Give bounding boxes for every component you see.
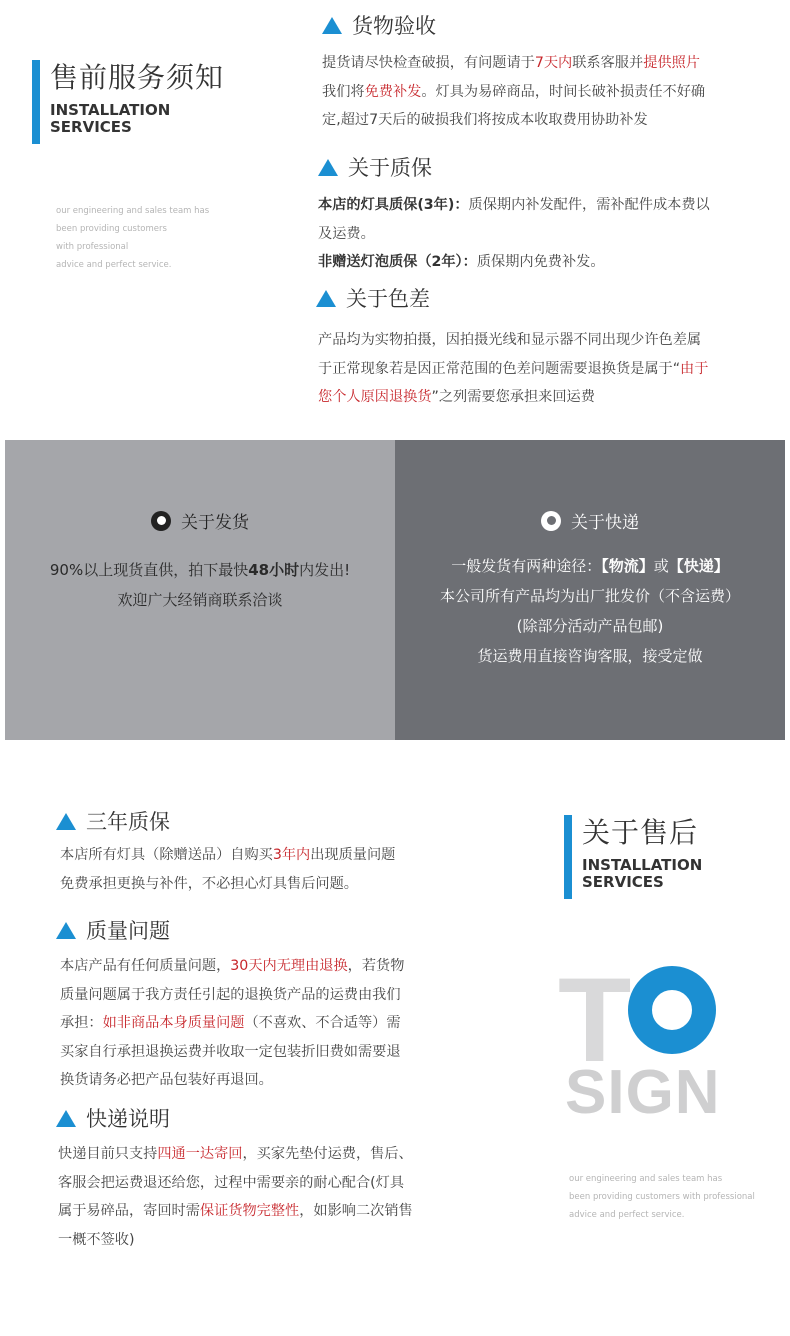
express-text: 一般发货有两种途径：【物流】或【快递】 本公司所有产品均为出厂批发价（不含运费） (除部分活动产品包邮) 货运费用直接咨询客服，接受定做 xyxy=(439,557,740,665)
section-title: 三年质保 xyxy=(86,810,170,834)
text-line: 免费承担更换与补件，不必担心灯具售后问题。 xyxy=(60,875,358,892)
triangle-icon xyxy=(316,290,336,307)
section-warranty xyxy=(318,153,778,277)
text-line: 买家自行承担退换运费并收取一定包装折旧费如需要退 xyxy=(60,1043,401,1060)
triangle-icon xyxy=(56,922,76,939)
aftersale-desc: our engineering and sales team has been providing customers with professional advice and perfect service. xyxy=(569,1174,755,1220)
text-line: 本店产品有任何质量问题，30天内无理由退换，若货物 xyxy=(60,958,405,974)
text-line: 本店所有灯具（除赠送品）自购买3年内出现质量问题 xyxy=(60,847,396,863)
triangle-icon xyxy=(56,1110,76,1127)
section-title: 关于色差 xyxy=(346,287,430,311)
presale-header xyxy=(32,60,224,144)
aftersale-subtitle-2: SERVICES xyxy=(582,873,664,891)
presale-title: 售前服务须知 xyxy=(50,61,225,94)
presale-desc-line: been providing customers xyxy=(56,224,167,234)
presale-desc-line: with professional xyxy=(56,242,129,252)
text-line: 快递目前只支持四通一达寄回，买家先垫付运费，售后、 xyxy=(58,1146,413,1162)
text-line: 客服会把运费退还给您，过程中需要亲的耐心配合(灯具 xyxy=(58,1174,405,1191)
section-title: 货物验收 xyxy=(352,14,436,38)
shipping-hours: 48小时 xyxy=(248,561,300,579)
shipping-title: 关于发货 xyxy=(181,513,249,533)
aftersale-title: 关于售后 xyxy=(582,816,699,849)
express-panel xyxy=(395,440,785,740)
accent-bar xyxy=(32,60,40,144)
section-title: 质量问题 xyxy=(86,919,170,943)
section-inspection xyxy=(322,11,782,135)
text-line: 属于易碎品，寄回时需保证货物完整性，如影响二次销售 xyxy=(58,1203,413,1219)
section-body xyxy=(56,841,476,898)
section-quality xyxy=(56,916,476,1095)
triangle-icon xyxy=(56,813,76,830)
text-line: 质量问题属于我方责任引起的退换货产品的运费由我们 xyxy=(60,986,401,1003)
circle-bullet-icon xyxy=(541,511,561,531)
text-line: 您个人原因退换货”之列需要您承担来回运费 xyxy=(318,389,595,405)
aftersale-header xyxy=(564,815,702,899)
shipping-panel xyxy=(5,440,395,740)
text-line: 一概不签收) xyxy=(58,1231,135,1248)
presale-desc-line: our engineering and sales team has xyxy=(56,206,210,216)
section-express-notes xyxy=(56,1104,476,1254)
triangle-icon xyxy=(318,159,338,176)
text-line: 承担：如非商品本身质量问题（不喜欢、不合适等）需 xyxy=(60,1015,401,1031)
text-line: 本店的灯具质保(3年)：质保期内补发配件，需补配件成本费以 xyxy=(318,197,710,213)
logo-word-sign: SIGN xyxy=(565,1058,721,1127)
section-body xyxy=(316,326,776,412)
section-title: 快递说明 xyxy=(86,1107,170,1131)
express-title: 关于快递 xyxy=(571,513,639,533)
section-body xyxy=(322,49,782,135)
text-line: 产品均为实物拍摄，因拍摄光线和显示器不同出现少许色差属 xyxy=(318,332,702,348)
text-line: 非赠送灯泡质保（2年）：质保期内免费补发。 xyxy=(318,254,605,270)
section-title: 关于质保 xyxy=(348,156,432,180)
section-body xyxy=(56,1140,476,1254)
circle-bullet-icon xyxy=(151,511,171,531)
text-line: 我们将免费补发。灯具为易碎商品，时间长破补损责任不好确 xyxy=(322,83,706,100)
text-line: 换货请务必把产品包装好再退回。 xyxy=(60,1072,273,1088)
presale-desc-line: advice and perfect service. xyxy=(56,260,172,270)
presale-subtitle-2: SERVICES xyxy=(50,118,132,136)
section-body xyxy=(318,191,778,277)
aftersale-subtitle-1: INSTALLATION xyxy=(582,856,703,874)
triangle-icon xyxy=(322,17,342,34)
text-line: 及运费。 xyxy=(318,225,375,242)
shipping-text: 90%以上现货直供，拍下最快48小时内发出! 欢迎广大经销商联系洽谈 xyxy=(49,561,351,609)
presale-desc xyxy=(56,202,276,274)
section-body xyxy=(56,952,476,1095)
logo-letter-t: T xyxy=(558,953,632,1087)
text-line: 提货请尽快检查破损，有问题请于7天内联系客服并提供照片 xyxy=(322,55,700,71)
presale-subtitle-1: INSTALLATION xyxy=(50,101,171,119)
section-color-difference xyxy=(316,284,776,412)
text-line: 定,超过7天后的破损我们将按成本收取费用协助补发 xyxy=(322,112,648,128)
text-line: 于正常现象若是因正常范围的色差问题需要退换货是属于“由于 xyxy=(318,360,709,377)
section-three-year-warranty xyxy=(56,807,476,898)
accent-bar xyxy=(564,815,572,899)
logo-letter-o-ring xyxy=(628,966,716,1054)
